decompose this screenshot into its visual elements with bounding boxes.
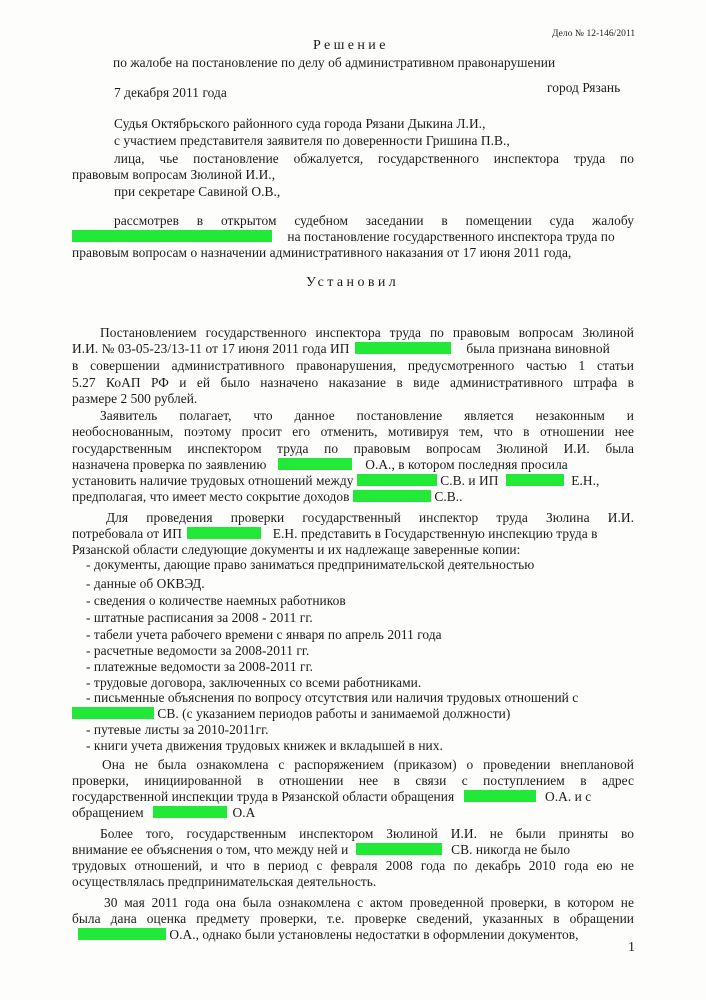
list-item: - сведения о количестве наемных работников — [86, 593, 346, 608]
paragraph-text: О.А — [232, 805, 256, 820]
redaction-mark — [78, 928, 166, 940]
paragraph-text: О.А. и с — [545, 789, 592, 804]
decision-date: 7 декабря 2011 года — [114, 85, 227, 100]
list-item: - табели учета рабочего времени с января по апрель 2011 года — [86, 627, 442, 642]
redaction-mark — [187, 527, 261, 539]
paragraph-text: Е.Н., — [571, 473, 600, 488]
considered-text: на постановление государственного инспектора труда по — [287, 229, 615, 244]
document-title: Решение — [313, 38, 389, 53]
paragraph-line: трудовых отношений, и что в период с февраля 2008 года по декабрь 2010 года ею не — [72, 858, 634, 873]
redaction-mark — [464, 790, 536, 802]
considered-line: правовым вопросам о назначении административного наказания от 17 июня 2011 года, — [72, 245, 572, 260]
redaction-mark — [357, 474, 437, 486]
intro-line: правовым вопросам Зюлиной И.И., — [72, 167, 276, 182]
redaction-mark — [153, 806, 227, 818]
redaction-mark — [72, 707, 154, 719]
list-item: - платежные ведомости за 2008-2011 гг. — [86, 659, 314, 674]
paragraph-line — [72, 842, 570, 858]
paragraph-text: Е.Н. представить в Государственную инспекцию труда в — [272, 526, 598, 541]
paragraph-line: 30 мая 2011 года она была ознакомлена с актом проведенной проверки, в котором не — [104, 895, 634, 910]
paragraph-line — [72, 457, 568, 473]
decision-city: город Рязань — [547, 80, 621, 95]
considered-line — [72, 229, 615, 245]
list-item: - письменные объяснения по вопросу отсутствия или наличия трудовых отношений с — [86, 690, 579, 705]
section-heading-established: Установил — [306, 275, 400, 290]
paragraph-text: И.И. № 03-05-23/13-11 от 17 июня 2011 года ИП — [72, 341, 350, 356]
list-item: - книги учета движения трудовых книжек и вкладышей в них. — [86, 738, 443, 753]
paragraph-text: государственной инспекции труда в Рязанской области обращения — [72, 789, 455, 804]
paragraph-line: необоснованным, поэтому просит его отменить, мотивируя тем, что в отношении нее — [72, 424, 634, 439]
list-item-continuation — [72, 706, 510, 722]
redaction-mark — [355, 342, 451, 354]
paragraph-text: внимание ее объяснения о том, что между ней и — [72, 842, 349, 857]
paragraph-line: государственным инспектором труда по правовым вопросам Зюлиной И.И. была — [72, 441, 634, 456]
paragraph-line: Более того, государственным инспектором Зюлиной И.И. не были приняты во — [100, 826, 634, 841]
considered-line: рассмотрев в открытом судебном заседании в помещении суда жалобу — [114, 213, 634, 228]
paragraph-line: Она не была ознакомлена с распоряжением (приказом) о проведении внеплановой — [102, 757, 634, 772]
paragraph-line — [72, 526, 597, 542]
list-item: - расчетные ведомости за 2008-2011 гг. — [86, 643, 310, 658]
page-number: 1 — [628, 940, 636, 955]
paragraph-line — [72, 489, 463, 505]
paragraph-line — [72, 805, 255, 821]
paragraph-line: Постановлением государственного инспектора труда по правовым вопросам Зюлиной — [100, 325, 634, 340]
paragraph-text: предполагая, что имеет место сокрытие доходов — [72, 489, 350, 504]
paragraph-line: была дана оценка предмету проверки, т.е. проверке сведений, указанных в обращении — [72, 911, 634, 926]
paragraph-text: СВ. никогда не было — [451, 842, 571, 857]
paragraph-line — [72, 473, 599, 489]
list-item: - трудовые договора, заключенных со всеми работниками. — [86, 675, 422, 690]
redaction-mark — [506, 474, 564, 486]
intro-line: при секретаре Савиной О.В., — [114, 184, 281, 199]
redaction-mark — [353, 490, 431, 502]
paragraph-line: в совершении административного правонарушения, предусмотренного частью 1 статьи — [72, 358, 634, 373]
paragraph-line: проверки, инициированной в отношении нее в связи с поступлением в адрес — [72, 773, 634, 788]
case-number: Дело № 12-146/2011 — [552, 29, 636, 39]
paragraph-line: Для проведения проверки государственный инспектор труда Зюлина И.И. — [106, 510, 634, 525]
paragraph-line: осуществлялась предпринимательская деятельность. — [72, 874, 377, 889]
intro-line: с участием представителя заявителя по доверенности Гришина П.В., — [114, 133, 510, 148]
paragraph-text: С.В.. — [434, 489, 463, 504]
paragraph-line: 5.27 КоАП РФ и ей было назначено наказание в виде административного штрафа в — [72, 375, 634, 390]
paragraph-text: О.А., в котором последняя просила — [365, 457, 568, 472]
redaction-mark — [72, 230, 272, 242]
redaction-mark — [278, 458, 352, 470]
paragraph-line — [72, 927, 579, 943]
paragraph-text: СВ. (с указанием периодов работы и занимаемой должности) — [157, 706, 511, 721]
paragraph-line — [72, 341, 610, 357]
list-item: - данные об ОКВЭД. — [86, 576, 205, 591]
list-item: - штатные расписания за 2008 - 2011 гг. — [86, 610, 313, 625]
paragraph-line — [72, 789, 591, 805]
paragraph-text: назначена проверка по заявлению — [72, 457, 267, 472]
intro-line: Судья Октябрьского районного суда города Рязани Дыкина Л.И., — [114, 116, 486, 131]
intro-line: лица, чье постановление обжалуется, государственного инспектора труда по — [114, 151, 634, 166]
paragraph-text: была признана виновной — [466, 341, 610, 356]
paragraph-line: размере 2 500 рублей. — [72, 391, 198, 406]
paragraph-line: Рязанской области следующие документы и их надлежаще заверенные копии: — [72, 542, 521, 557]
paragraph-text: установить наличие трудовых отношений между — [72, 473, 354, 488]
paragraph-line: Заявитель полагает, что данное постановление является незаконным и — [100, 408, 634, 423]
list-item: - документы, дающие право заниматься предпринимательской деятельностью — [86, 557, 535, 572]
document-subtitle: по жалобе на постановление по делу об административном правонарушении — [113, 55, 556, 70]
paragraph-text: С.В. и ИП — [440, 473, 499, 488]
paragraph-text: обращением — [72, 805, 144, 820]
paragraph-text: потребовала от ИП — [72, 526, 182, 541]
paragraph-text: О.А., однако были установлены недостатки в оформлении документов, — [169, 927, 579, 942]
redaction-mark — [356, 843, 442, 855]
list-item: - путевые листы за 2010-2011гг. — [86, 722, 269, 737]
